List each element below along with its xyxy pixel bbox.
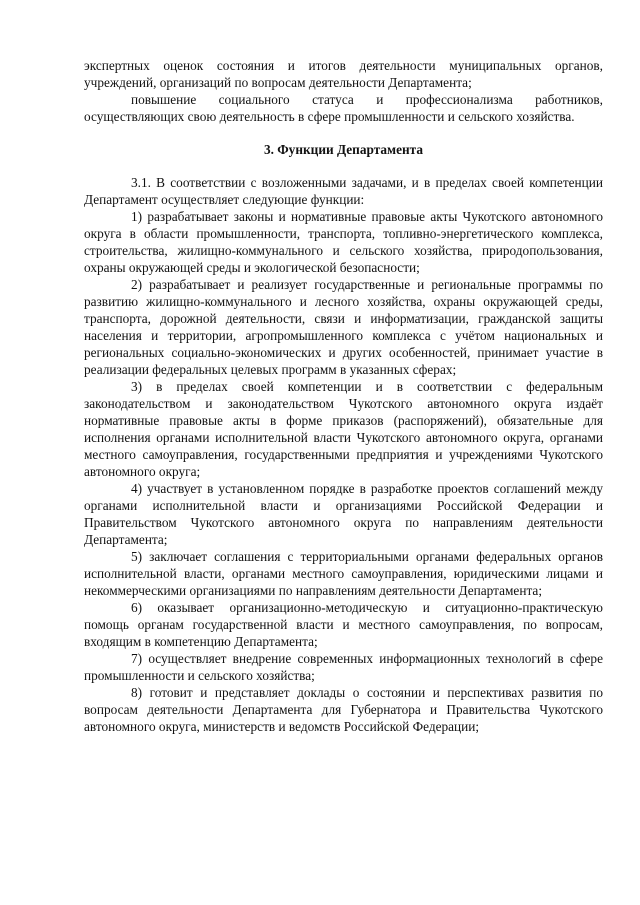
paragraph-social-status: повышение социального статуса и профессионализма работников, осуществляющих свою деятельность в сфере промышленности и сельского хозяйства. <box>84 92 603 124</box>
function-item-2: 2) разрабатывает и реализует государственные и региональные программы по развитию жилищно-коммунального и лесного хозяйства, охраны окружающей среды, транспорта, дорожной деятельности, связи и информатизации, гражданской защиты населения и территории, агропромышленного комплекса с учётом национальных и региональных социально-экономических и других особенностей, принимает участие в реализации федеральных целевых программ в указанных сферах; <box>84 277 603 377</box>
function-item-5: 5) заключает соглашения с территориальными органами федеральных органов исполнительной власти, органами местного самоуправления, юридическими лицами и некоммерческими организациями по направлениям деятельности Департамента; <box>84 549 603 598</box>
document-page <box>84 57 603 735</box>
function-item-3: 3) в пределах своей компетенции и в соответствии с федеральным законодательством и законодательством Чукотского автономного округа издаёт нормативные правовые акты в форме приказов (распоряжений), обязательные для исполнения органами исполнительной власти Чукотского автономного округа, органами местного самоуправления, государственными предприятия и учреждениями Чукотского автономного округа; <box>84 379 603 479</box>
function-item-1: 1) разрабатывает законы и нормативные правовые акты Чукотского автономного округа в области промышленности, транспорта, топливно-энергетического комплекса, строительства, жилищно-коммунального и сельского хозяйства, природопользования, охраны окружающей среды и экологической безопасности; <box>84 209 603 275</box>
function-item-6: 6) оказывает организационно-методическую и ситуационно-практическую помощь органам государственной власти и местного самоуправления, по вопросам, входящим в компетенцию Департамента; <box>84 600 603 649</box>
function-item-8: 8) готовит и представляет доклады о состоянии и перспективах развития по вопросам деятельности Департамента для Губернатора и Правительства Чукотского автономного округа, министерств и ведомств Российской Федерации; <box>84 685 603 734</box>
section-intro: 3.1. В соответствии с возложенными задачами, и в пределах своей компетенции Департамент осуществляет следующие функции: <box>84 175 603 207</box>
section-title: 3. Функции Департамента <box>263 142 424 157</box>
function-item-4: 4) участвует в установленном порядке в разработке проектов соглашений между органами исполнительной власти и организациями Российской Федерации и Правительством Чукотского автономного округа по направлениям деятельности Департамента; <box>84 481 603 547</box>
paragraph-expert-assessments: экспертных оценок состояния и итогов деятельности муниципальных органов, учреждений, организаций по вопросам деятельности Департамента; <box>84 58 603 90</box>
function-item-7: 7) осуществляет внедрение современных информационных технологий в сфере промышленности и сельского хозяйства; <box>84 651 603 683</box>
